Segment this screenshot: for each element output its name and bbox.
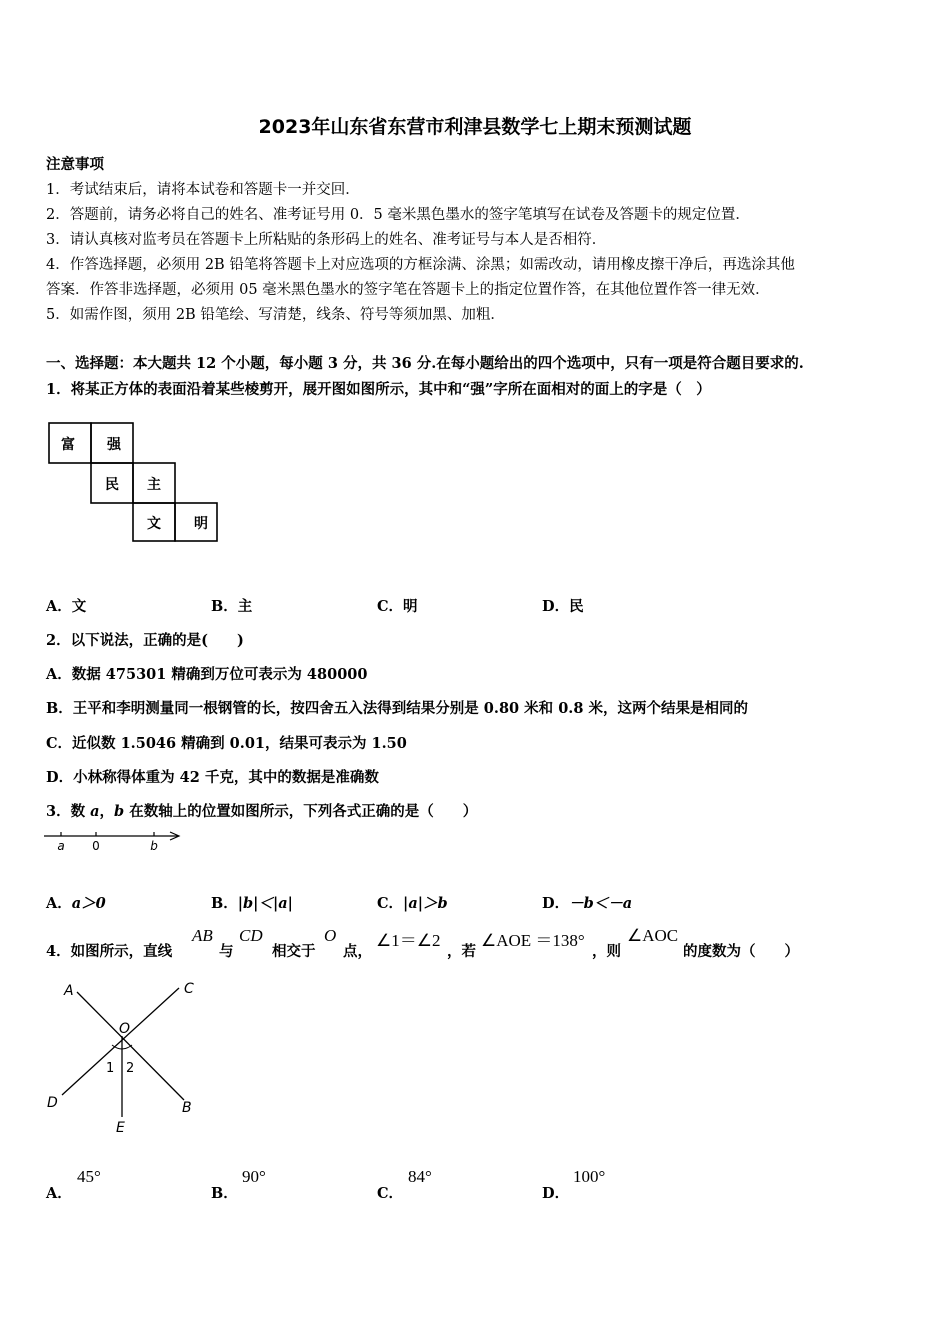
net-label-wen: 文 <box>147 516 161 532</box>
label-c: C <box>184 981 194 997</box>
intersecting-lines-figure <box>44 975 214 1137</box>
q4-point-o: O <box>324 926 337 945</box>
q1-option-c[interactable]: C．明 <box>377 598 418 615</box>
q3-stem-suffix: 在数轴上的位置如图所示，下列各式正确的是（ ） <box>124 803 478 820</box>
q4-then: ，则 <box>592 943 621 960</box>
q4-option-d-value: 100° <box>573 1167 606 1186</box>
net-label-qiang: 强 <box>107 437 121 453</box>
q3-var-a: a <box>90 803 100 820</box>
q3-option-b-expr: |b|＜|a| <box>237 895 293 912</box>
q3-stem-prefix: 3．数 <box>46 803 91 820</box>
q3-var-b: b <box>114 803 125 820</box>
label-angle-2: 2 <box>126 1061 135 1076</box>
net-label-zhu: 主 <box>147 477 161 493</box>
q2-option-c[interactable]: C．近似数 1.5046 精确到 0.01，结果可表示为 1.50 <box>46 735 407 752</box>
notice-item: 5．如需作图，须用 2B 铅笔绘、写清楚，线条、符号等须加黑、加粗． <box>46 307 505 323</box>
line-cd <box>62 988 179 1095</box>
cube-net-figure <box>44 418 228 546</box>
label-o: O <box>119 1021 131 1037</box>
page-title: 2023年山东省东营市利津县数学七上期末预测试题 <box>258 116 692 138</box>
q4-option-c-label[interactable]: C． <box>377 1185 404 1202</box>
section-heading: 一、选择题：本大题共 12 个小题，每小题 3 分，共 36 分.在每小题给出的四个选项中，只有一项是符合题目要求的. <box>46 355 804 372</box>
q3-option-b-label: B． <box>211 895 238 912</box>
label-a: A <box>64 983 74 999</box>
q4-option-b-value: 90° <box>242 1167 266 1186</box>
notice-item: 3．请认真核对监考员在答题卡上所粘贴的条形码上的姓名、准考证号与本人是否相符． <box>46 232 607 248</box>
q4-intersect: 相交于 <box>272 943 316 960</box>
notice-heading: 注意事项 <box>46 156 104 173</box>
q3-option-d[interactable] <box>542 892 632 913</box>
q3-option-c[interactable] <box>377 892 448 913</box>
q3-option-a-expr: a＞0 <box>71 895 106 912</box>
q4-option-c-value: 84° <box>408 1167 432 1186</box>
q3-option-b[interactable] <box>211 892 293 913</box>
q3-option-a-label: A． <box>46 895 72 912</box>
q2-option-a[interactable]: A．数据 475301 精确到万位可表示为 480000 <box>46 666 368 683</box>
notice-item: 2．答题前，请务必将自己的姓名、准考证号用 0．5 毫米黑色墨水的签字笔填写在试卷及答题卡的规定位置． <box>46 207 750 223</box>
q3-option-d-expr: －b＜－a <box>569 895 633 912</box>
notice-item: 4．作答选择题，必须用 2B 铅笔将答题卡上对应选项的方框涂满、涂黑；如需改动，请用橡皮擦干净后，再选涂其他 <box>46 257 795 273</box>
number-line-figure <box>42 828 184 854</box>
notice-item: 1．考试结束后，请将本试卷和答题卡一并交回． <box>46 182 360 198</box>
label-angle-1: 1 <box>106 1061 115 1076</box>
q3-comma: ， <box>99 803 115 820</box>
q4-if: ，若 <box>447 943 476 960</box>
label-d: D <box>47 1095 58 1111</box>
q4-option-a-value: 45° <box>77 1167 101 1186</box>
axis-label-zero: 0 <box>92 839 100 853</box>
q3-option-a[interactable] <box>46 892 106 913</box>
q2-option-b[interactable]: B．王平和李明测量同一根钢管的长，按四舍五入法得到结果分别是 0.80 米和 0.8 米，这两个结果是相同的 <box>46 700 748 717</box>
q4-line-ab: AB <box>192 926 213 945</box>
q1-stem: 1．将某正方体的表面沿着某些棱剪开，展开图如图所示，其中和“强”字所在面相对的面上的字是（ ） <box>46 381 711 398</box>
q4-with: 与 <box>219 943 234 960</box>
q4-angle-aoc: ∠AOC <box>627 926 679 945</box>
q4-option-b-label[interactable]: B． <box>211 1185 238 1202</box>
net-label-ming: 明 <box>194 516 208 532</box>
q3-stem <box>46 800 477 821</box>
q4-suffix: 的度数为（ ） <box>683 943 799 960</box>
label-b: B <box>182 1100 192 1116</box>
q3-option-c-expr: |a|＞b <box>403 895 448 912</box>
q4-point-word: 点， <box>343 943 372 960</box>
label-e: E <box>116 1120 125 1136</box>
q1-option-a[interactable]: A．文 <box>46 598 87 615</box>
q2-stem: 2．以下说法，正确的是( ) <box>46 632 244 649</box>
axis-label-b: b <box>150 839 158 853</box>
q2-option-d[interactable]: D．小林称得体重为 42 千克，其中的数据是准确数 <box>46 769 379 786</box>
notice-item: 答案．作答非选择题，必须用 05 毫米黑色墨水的签字笔在答题卡上的指定位置作答，在其他位置作答一律无效． <box>46 282 770 298</box>
q4-option-d-label[interactable]: D． <box>542 1185 570 1202</box>
q3-option-c-label: C． <box>377 895 404 912</box>
axis-label-a: a <box>57 839 65 853</box>
q3-option-d-label: D． <box>542 895 570 912</box>
q4-angles-equal: ∠1＝∠2 <box>376 931 441 950</box>
q1-option-b[interactable]: B．主 <box>211 598 253 615</box>
q4-option-a-label[interactable]: A． <box>46 1185 72 1202</box>
net-label-min: 民 <box>105 477 119 493</box>
q1-option-d[interactable]: D．民 <box>542 598 584 615</box>
q4-line-cd: CD <box>239 926 263 945</box>
q4-angle-aoe: ∠AOE ＝138° <box>481 931 585 950</box>
net-label-fu: 富 <box>61 437 75 453</box>
q4-prefix: 4．如图所示，直线 <box>46 943 173 960</box>
